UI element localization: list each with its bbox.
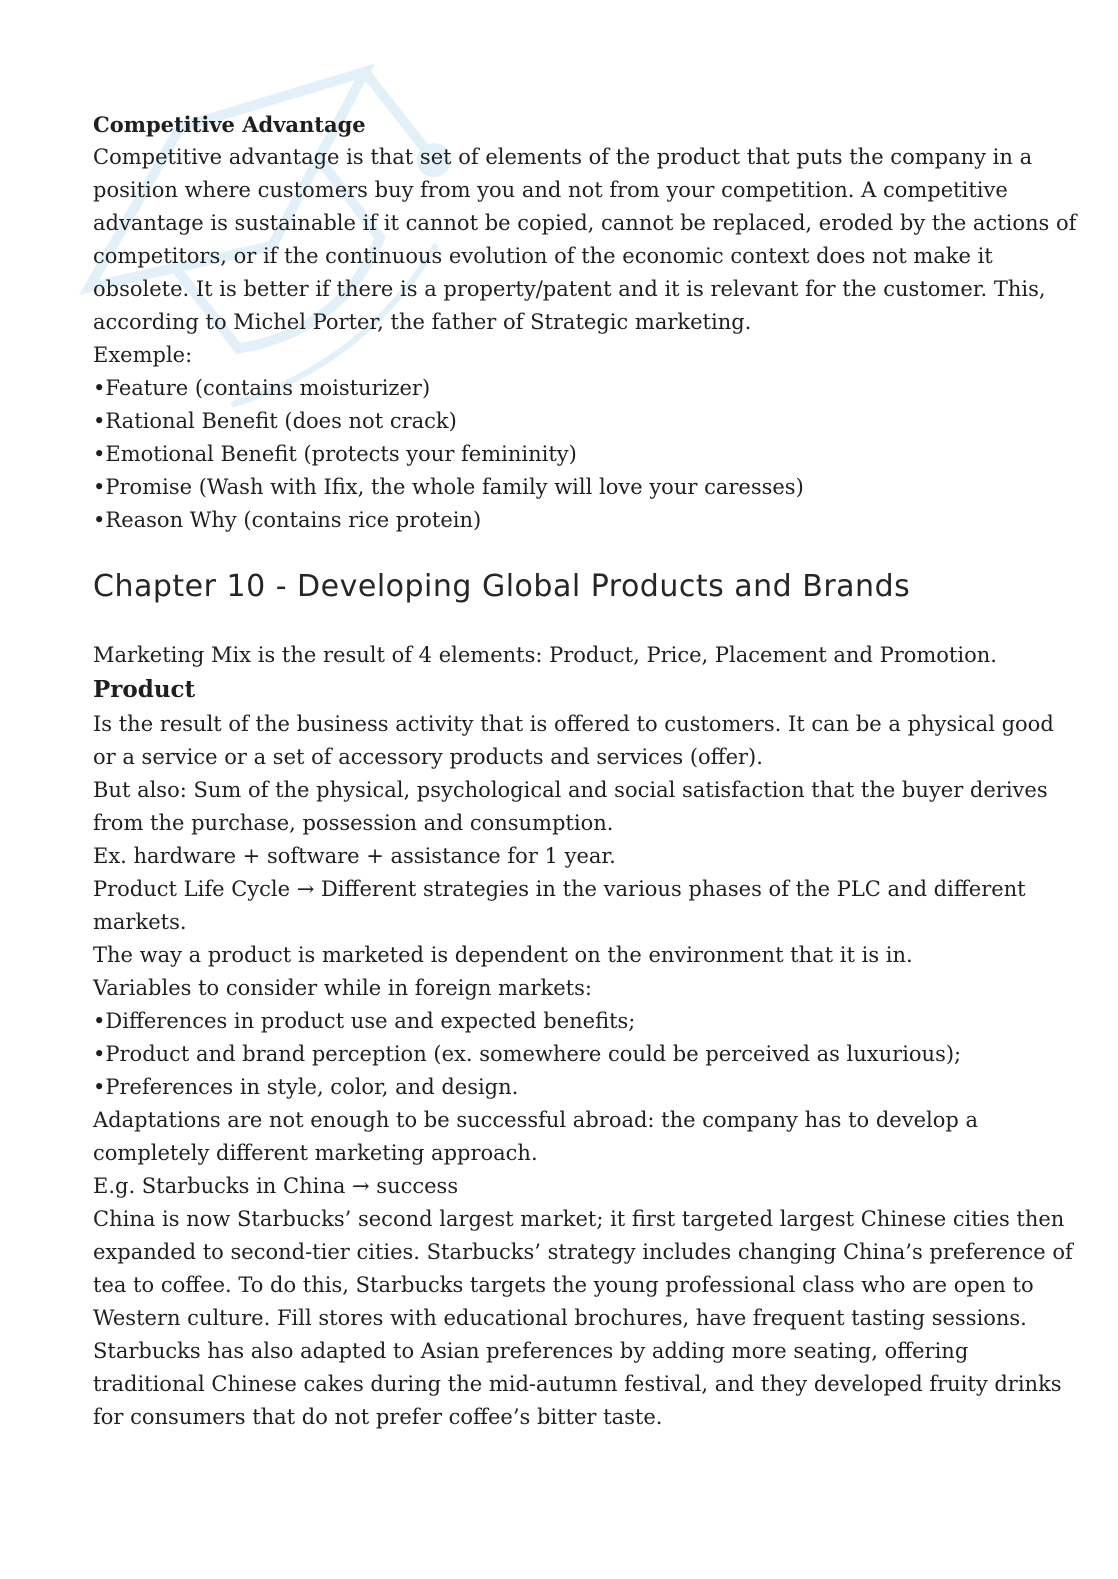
text-line: Adaptations are not enough to be successful abroad: the company has to develop a [93,1108,978,1132]
product-bullet-list [93,1005,1053,1104]
text-line: or a service or a set of accessory products and services (offer). [93,745,763,769]
text-line: Western culture. Fill stores with educational brochures, have frequent tasting sessions. [93,1306,1027,1330]
section1-bullet-list [93,372,1053,537]
section-title-competitive-advantage: Competitive Advantage [93,112,366,137]
section-title-product: Product [93,676,196,703]
bullet-item: • Feature (contains moisturizer) [93,372,1053,405]
text-line: expanded to second-tier cities. Starbucks’ strategy includes changing China’s preference of [93,1240,1073,1264]
text-line: competitors, or if the continuous evolution of the economic context does not make it [93,244,993,268]
text-line: Starbucks has also adapted to Asian preferences by adding more seating, offering [93,1339,969,1363]
intro-line: Marketing Mix is the result of 4 elements: Product, Price, Placement and Promotion. [93,643,997,667]
text-line: The way a product is marketed is dependent on the environment that it is in. [93,943,913,967]
bullet-item: • Promise (Wash with Ifix, the whole family will love your caresses) [93,471,1053,504]
text-line: for consumers that do not prefer coffee’s bitter taste. [93,1405,663,1429]
section1-paragraph [93,141,1077,372]
text-line: position where customers buy from you and not from your competition. A competitive [93,178,1008,202]
text-line: Product Life Cycle → Different strategies in the various phases of the PLC and different [93,877,1026,901]
chapter-heading: Chapter 10 - Developing Global Products and Brands [93,569,911,604]
text-line: Variables to consider while in foreign markets: [93,976,592,1000]
text-line: tea to coffee. To do this, Starbucks targets the young professional class who are open to [93,1273,1034,1297]
text-line: completely different marketing approach. [93,1141,538,1165]
text-line: obsolete. It is better if there is a property/patent and it is relevant for the customer. This, [93,277,1046,301]
text-line: advantage is sustainable if it cannot be copied, cannot be replaced, eroded by the actions of [93,211,1077,235]
text-line: Is the result of the business activity that is offered to customers. It can be a physical good [93,712,1054,736]
bullet-item: • Emotional Benefit (protects your femininity) [93,438,1053,471]
text-line: Competitive advantage is that set of elements of the product that puts the company in a [93,145,1033,169]
bullet-item: • Rational Benefit (does not crack) [93,405,1053,438]
bullet-item: • Differences in product use and expected benefits; [93,1005,1053,1038]
text-line: Exemple: [93,343,193,367]
text-line: from the purchase, possession and consumption. [93,811,614,835]
bullet-item: • Preferences in style, color, and design. [93,1071,1053,1104]
text-line: according to Michel Porter, the father of Strategic marketing. [93,310,752,334]
product-paragraph [93,708,1053,1005]
text-line: China is now Starbucks’ second largest market; it first targeted largest Chinese cities then [93,1207,1065,1231]
text-line: But also: Sum of the physical, psychological and social satisfaction that the buyer derives [93,778,1048,802]
text-line: E.g. Starbucks in China → success [93,1174,459,1198]
product-paragraph-continued [93,1104,1073,1434]
text-line: traditional Chinese cakes during the mid-autumn festival, and they developed fruity drinks [93,1372,1062,1396]
text-line: Ex. hardware + software + assistance for 1 year. [93,844,616,868]
bullet-item: • Product and brand perception (ex. somewhere could be perceived as luxurious); [93,1038,1053,1071]
text-line: markets. [93,910,187,934]
document-page [93,108,1077,1434]
bullet-item: • Reason Why (contains rice protein) [93,504,1053,537]
